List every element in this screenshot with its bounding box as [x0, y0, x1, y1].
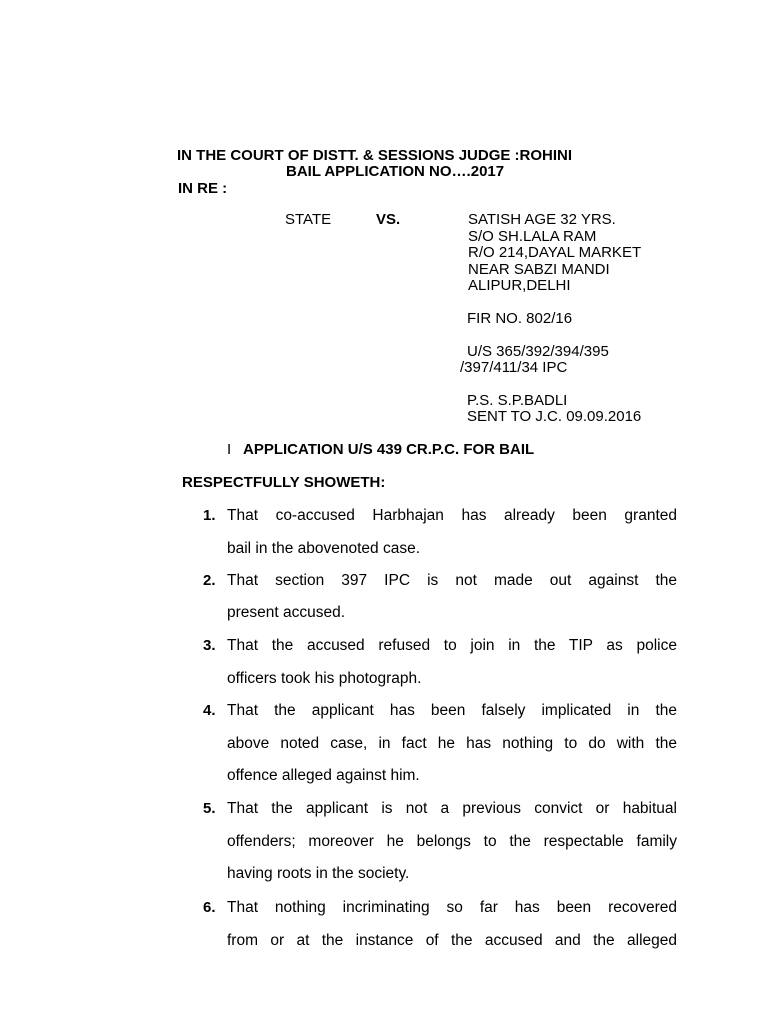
bail-application-number: BAIL APPLICATION NO….2017 [286, 163, 505, 180]
paragraph-number: 5. [203, 800, 216, 817]
accused-name: SATISH AGE 32 YRS. [468, 211, 616, 228]
paragraph-number: 3. [203, 637, 216, 654]
versus-label: VS. [376, 211, 401, 228]
respectfully-showeth: RESPECTFULLY SHOWETH: [182, 474, 386, 491]
state-label: STATE [285, 211, 332, 228]
paragraph-line: That section 397 IPC is not made out against the [227, 572, 677, 589]
paragraph-line: having roots in the society. [227, 865, 410, 882]
sections-line2: /397/411/34 IPC [460, 359, 568, 376]
in-re-label: IN RE : [178, 180, 228, 197]
paragraph-number: 6. [203, 899, 216, 916]
paragraph-line: That the applicant has been falsely implicated in the [227, 702, 677, 719]
police-station: P.S. S.P.BADLI [467, 392, 568, 409]
paragraph-line: offence alleged against him. [227, 767, 420, 784]
accused-father: S/O SH.LALA RAM [468, 228, 597, 245]
paragraph-line: offenders; moreover he belongs to the respectable family [227, 833, 677, 850]
paragraph-line: officers took his photograph. [227, 670, 422, 687]
paragraph-line: That nothing incriminating so far has been recovered [227, 899, 677, 916]
fir-number: FIR NO. 802/16 [467, 310, 573, 327]
sent-to-jc: SENT TO J.C. 09.09.2016 [467, 408, 642, 425]
paragraph-line: above noted case, in fact he has nothing to do with the [227, 735, 677, 752]
paragraph-line: That the applicant is not a previous convict or habitual [227, 800, 677, 817]
application-title: APPLICATION U/S 439 CR.P.C. FOR BAIL [243, 441, 535, 458]
paragraph-line: from or at the instance of the accused and the alleged [227, 932, 677, 949]
court-heading: IN THE COURT OF DISTT. & SESSIONS JUDGE :ROHINI [177, 147, 573, 164]
paragraph-line: present accused. [227, 604, 346, 621]
paragraph-number: 1. [203, 507, 216, 524]
application-prefix: I [227, 441, 232, 458]
paragraph-line: That the accused refused to join in the TIP as police [227, 637, 677, 654]
sections-line1: U/S 365/392/394/395 [467, 343, 609, 360]
accused-address-line3: ALIPUR,DELHI [468, 277, 571, 294]
paragraph-line: bail in the abovenoted case. [227, 540, 421, 557]
paragraph-number: 4. [203, 702, 216, 719]
paragraph-number: 2. [203, 572, 216, 589]
paragraph-line: That co-accused Harbhajan has already been granted [227, 507, 677, 524]
accused-address-line1: R/O 214,DAYAL MARKET [468, 244, 642, 261]
accused-address-line2: NEAR SABZI MANDI [468, 261, 610, 278]
